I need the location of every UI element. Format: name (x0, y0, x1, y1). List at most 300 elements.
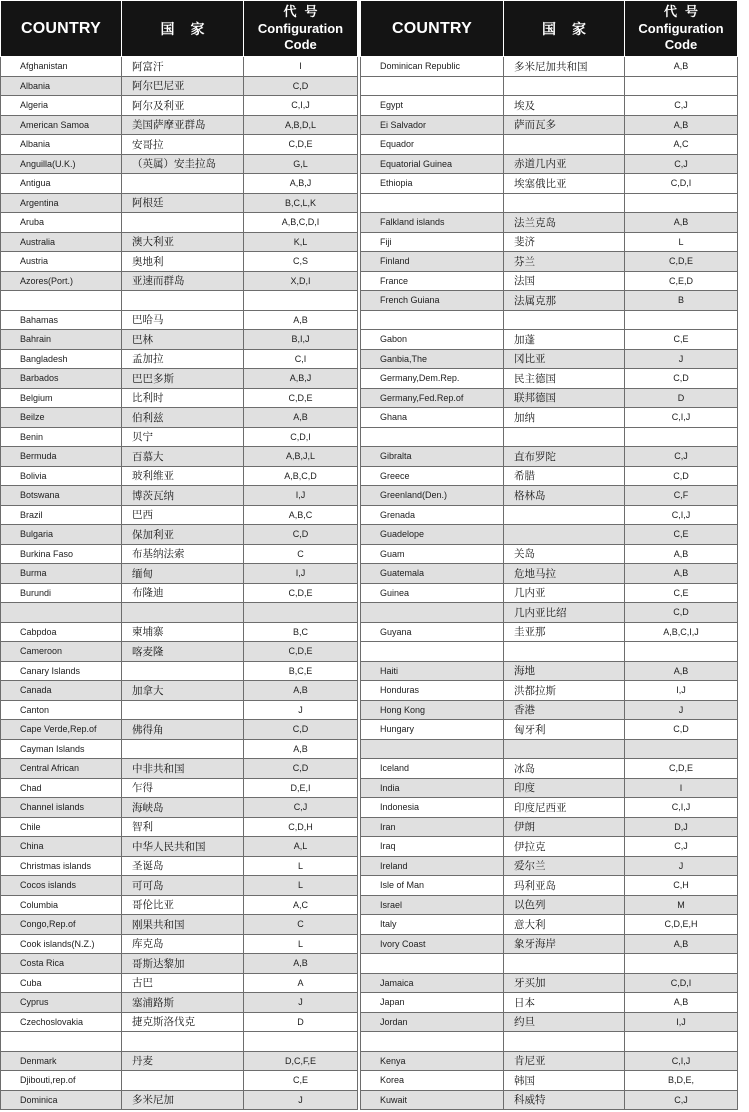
config-code-cell: C,I,J (625, 798, 738, 818)
config-code-cell (244, 603, 358, 623)
table-row (1, 681, 358, 701)
config-code-cell: B (625, 291, 738, 311)
table-row (1, 934, 358, 954)
config-code-cell: B,C (244, 622, 358, 642)
config-code-cell: B,I,J (244, 330, 358, 350)
config-code-cell (244, 291, 358, 311)
config-code-cell: I,J (625, 681, 738, 701)
country-name-cell: Czechoslovakia (1, 1012, 122, 1032)
country-name-cell: Benin (1, 427, 122, 447)
table-row (361, 135, 738, 155)
country-name-cell: Gabon (361, 330, 504, 350)
table-row (361, 369, 738, 389)
country-name-cell: Iraq (361, 837, 504, 857)
config-code-cell (625, 310, 738, 330)
chinese-name-cell: 阿尔及利亚 (122, 96, 244, 116)
config-code-cell: A,B (625, 213, 738, 233)
chinese-name-cell: 爱尔兰 (504, 856, 625, 876)
chinese-name-cell (122, 739, 244, 759)
country-name-cell: Hungary (361, 720, 504, 740)
config-code-cell: A,B (625, 544, 738, 564)
config-code-cell: A,B,C (244, 505, 358, 525)
table-row (1, 778, 358, 798)
table-row (361, 193, 738, 213)
chinese-name-cell: 牙买加 (504, 973, 625, 993)
chinese-name-cell: 阿尔巴尼亚 (122, 76, 244, 96)
country-name-cell: Cocos islands (1, 876, 122, 896)
config-code-cell: C,J (625, 1090, 738, 1110)
country-name-cell: Hong Kong (361, 700, 504, 720)
chinese-name-cell (504, 525, 625, 545)
country-name-cell: Germany,Fed.Rep.of (361, 388, 504, 408)
config-code-cell: C,E (625, 525, 738, 545)
chinese-name-cell (504, 193, 625, 213)
chinese-name-cell: 古巴 (122, 973, 244, 993)
country-name-cell: Ganbia,The (361, 349, 504, 369)
country-name-cell: Cuba (1, 973, 122, 993)
table-row (361, 388, 738, 408)
table-row (1, 915, 358, 935)
config-code-cell: A (244, 973, 358, 993)
config-code-cell: A,B,D,L (244, 115, 358, 135)
country-name-cell: Burma (1, 564, 122, 584)
table-row (1, 642, 358, 662)
country-name-cell: Beilze (1, 408, 122, 428)
chinese-name-cell: 意大利 (504, 915, 625, 935)
chinese-name-cell: 直布罗陀 (504, 447, 625, 467)
table-row (1, 700, 358, 720)
country-name-cell: Central African (1, 759, 122, 779)
chinese-name-cell: 几内亚比绍 (504, 603, 625, 623)
config-code-cell: A,B (244, 954, 358, 974)
table-row (1, 1032, 358, 1052)
chinese-name-cell (504, 76, 625, 96)
chinese-name-cell: 日本 (504, 993, 625, 1013)
table-row (361, 271, 738, 291)
country-name-cell (1, 603, 122, 623)
config-code-cell: A,B (244, 310, 358, 330)
chinese-name-cell (504, 505, 625, 525)
config-code-cell: C,F (625, 486, 738, 506)
config-code-cell: I,J (244, 564, 358, 584)
chinese-name-cell: 约旦 (504, 1012, 625, 1032)
config-code-cell: I (625, 778, 738, 798)
chinese-name-cell: （英属）安圭拉岛 (122, 154, 244, 174)
table-row (361, 876, 738, 896)
country-name-cell (1, 1032, 122, 1052)
country-name-cell: Greece (361, 466, 504, 486)
config-code-cell: D,C,F,E (244, 1051, 358, 1071)
table-row (1, 1090, 358, 1110)
country-name-cell: Azores(Port.) (1, 271, 122, 291)
table-row (361, 603, 738, 623)
country-name-cell: Fiji (361, 232, 504, 252)
config-code-cell: L (244, 876, 358, 896)
table-row (1, 1071, 358, 1091)
country-name-cell: Denmark (1, 1051, 122, 1071)
config-code-cell: I,J (244, 486, 358, 506)
country-name-cell: Aruba (1, 213, 122, 233)
chinese-name-cell: 阿富汗 (122, 57, 244, 77)
country-name-cell: India (361, 778, 504, 798)
chinese-name-cell: 百慕大 (122, 447, 244, 467)
chinese-name-cell: 美国萨摩亚群岛 (122, 115, 244, 135)
table-row (361, 115, 738, 135)
table-row (361, 1090, 738, 1110)
country-name-cell: Bermuda (1, 447, 122, 467)
chinese-name-cell: 香港 (504, 700, 625, 720)
table-row (361, 213, 738, 233)
chinese-name-cell: 埃及 (504, 96, 625, 116)
config-code-cell: C,I,J (625, 505, 738, 525)
country-name-cell: Cayman Islands (1, 739, 122, 759)
chinese-name-cell: 圣诞岛 (122, 856, 244, 876)
header-code-cn: 代号 (283, 4, 326, 20)
chinese-name-cell (122, 213, 244, 233)
table-row (361, 837, 738, 857)
table-row (1, 388, 358, 408)
table-row (361, 291, 738, 311)
country-name-cell (361, 739, 504, 759)
config-code-cell: C,J (625, 154, 738, 174)
country-name-cell: Bangladesh (1, 349, 122, 369)
country-name-cell: Belgium (1, 388, 122, 408)
chinese-name-cell: 安哥拉 (122, 135, 244, 155)
country-name-cell: Iceland (361, 759, 504, 779)
country-name-cell: Equador (361, 135, 504, 155)
config-code-cell: C,D,E (244, 135, 358, 155)
table-row (361, 330, 738, 350)
country-name-cell: Indonesia (361, 798, 504, 818)
config-code-cell: C (244, 915, 358, 935)
config-code-cell: C,D (625, 603, 738, 623)
config-code-cell: A,B (625, 564, 738, 584)
left-country-table (0, 0, 358, 1110)
config-code-cell: C,J (625, 96, 738, 116)
country-name-cell: Barbados (1, 369, 122, 389)
config-code-cell: C,D (625, 369, 738, 389)
table-row (361, 622, 738, 642)
config-code-cell: C,E,D (625, 271, 738, 291)
chinese-name-cell (504, 1032, 625, 1052)
chinese-name-cell: 赤道几内亚 (504, 154, 625, 174)
country-name-cell: Canada (1, 681, 122, 701)
header-chinese: 国家 (122, 1, 244, 57)
header-chinese: 国家 (504, 1, 625, 57)
chinese-name-cell (122, 1071, 244, 1091)
chinese-name-cell: 保加利亚 (122, 525, 244, 545)
chinese-name-cell: 海峡岛 (122, 798, 244, 818)
header-code-en1: Configuration (638, 20, 724, 36)
config-code-cell: A,B,J (244, 369, 358, 389)
config-code-cell: C,I (244, 349, 358, 369)
config-code-cell: C,D,H (244, 817, 358, 837)
country-name-cell: Ethiopia (361, 174, 504, 194)
header-code-en1: Configuration (257, 20, 344, 36)
table-row (1, 213, 358, 233)
chinese-name-cell: 关岛 (504, 544, 625, 564)
country-name-cell (361, 76, 504, 96)
chinese-name-cell: 危地马拉 (504, 564, 625, 584)
config-code-cell: C,I,J (244, 96, 358, 116)
config-code-cell (625, 642, 738, 662)
country-name-cell: Guyana (361, 622, 504, 642)
chinese-name-cell (504, 739, 625, 759)
country-name-cell: Kenya (361, 1051, 504, 1071)
chinese-name-cell: 联邦德国 (504, 388, 625, 408)
table-row (1, 817, 358, 837)
config-code-cell: C,J (625, 447, 738, 467)
table-row (361, 174, 738, 194)
config-code-cell: C,D,E (625, 252, 738, 272)
table-row (361, 1012, 738, 1032)
table-row (361, 661, 738, 681)
config-code-cell: G,L (244, 154, 358, 174)
chinese-name-cell: 法属克那 (504, 291, 625, 311)
table-row (361, 486, 738, 506)
country-name-cell: Bulgaria (1, 525, 122, 545)
chinese-name-cell: 塞浦路斯 (122, 993, 244, 1013)
table-row (1, 895, 358, 915)
config-code-cell: C,D (244, 76, 358, 96)
country-name-cell: Austria (1, 252, 122, 272)
country-name-cell: Honduras (361, 681, 504, 701)
config-code-cell: A,B,C,I,J (625, 622, 738, 642)
chinese-name-cell: 格林岛 (504, 486, 625, 506)
chinese-name-cell (504, 310, 625, 330)
chinese-name-cell: 比利时 (122, 388, 244, 408)
table-row (1, 96, 358, 116)
chinese-name-cell (122, 1032, 244, 1052)
country-name-cell: Algeria (1, 96, 122, 116)
country-name-cell (361, 642, 504, 662)
config-code-cell: L (625, 232, 738, 252)
config-code-cell: A,B (625, 661, 738, 681)
chinese-name-cell: 布基纳法索 (122, 544, 244, 564)
country-name-cell: Columbia (1, 895, 122, 915)
chinese-name-cell (504, 954, 625, 974)
chinese-name-cell: 阿根廷 (122, 193, 244, 213)
header-code (244, 1, 358, 57)
table-row (361, 447, 738, 467)
country-name-cell: Finland (361, 252, 504, 272)
table-row (361, 954, 738, 974)
chinese-name-cell: 法国 (504, 271, 625, 291)
chinese-name-cell: 圭亚那 (504, 622, 625, 642)
country-name-cell: China (1, 837, 122, 857)
config-code-cell (244, 1032, 358, 1052)
chinese-name-cell: 亚速而群岛 (122, 271, 244, 291)
config-code-cell: B,C,L,K (244, 193, 358, 213)
country-name-cell (361, 1032, 504, 1052)
config-code-cell: J (244, 700, 358, 720)
table-row (1, 291, 358, 311)
country-name-cell: Israel (361, 895, 504, 915)
table-row (1, 252, 358, 272)
config-code-cell: B,C,E (244, 661, 358, 681)
chinese-name-cell: 博茨瓦纳 (122, 486, 244, 506)
config-code-cell: C,D,E (244, 642, 358, 662)
country-name-cell: Albania (1, 76, 122, 96)
chinese-name-cell: 玻利维亚 (122, 466, 244, 486)
chinese-name-cell: 刚果共和国 (122, 915, 244, 935)
config-code-cell: B,D,E, (625, 1071, 738, 1091)
config-code-cell (625, 1032, 738, 1052)
country-name-cell (361, 427, 504, 447)
table-row (361, 993, 738, 1013)
config-code-cell: X,D,I (244, 271, 358, 291)
table-row (1, 759, 358, 779)
chinese-name-cell (122, 603, 244, 623)
country-name-cell: Cape Verde,Rep.of (1, 720, 122, 740)
config-code-cell (625, 739, 738, 759)
chinese-name-cell: 萨而瓦多 (504, 115, 625, 135)
country-name-cell: Bahrain (1, 330, 122, 350)
chinese-name-cell: 柬埔寨 (122, 622, 244, 642)
table-row (361, 720, 738, 740)
chinese-name-cell (504, 427, 625, 447)
table-row (1, 525, 358, 545)
chinese-name-cell (122, 174, 244, 194)
chinese-name-cell: 库克岛 (122, 934, 244, 954)
table-row (361, 1071, 738, 1091)
country-name-cell: Bahamas (1, 310, 122, 330)
table-row (361, 525, 738, 545)
chinese-name-cell (122, 291, 244, 311)
country-name-cell: Korea (361, 1071, 504, 1091)
table-row (361, 798, 738, 818)
chinese-name-cell: 丹麦 (122, 1051, 244, 1071)
table-row (1, 1012, 358, 1032)
chinese-name-cell: 智利 (122, 817, 244, 837)
chinese-name-cell: 象牙海岸 (504, 934, 625, 954)
country-name-cell: Ivory Coast (361, 934, 504, 954)
country-name-cell: Jamaica (361, 973, 504, 993)
right-table-body (361, 57, 738, 1110)
country-name-cell: Gibralta (361, 447, 504, 467)
chinese-name-cell: 科威特 (504, 1090, 625, 1110)
chinese-name-cell (122, 700, 244, 720)
config-code-cell: C,D (244, 759, 358, 779)
config-code-cell (625, 954, 738, 974)
chinese-name-cell: 印度 (504, 778, 625, 798)
table-row (1, 174, 358, 194)
country-name-cell: Botswana (1, 486, 122, 506)
country-name-cell: Equatorial Guinea (361, 154, 504, 174)
chinese-name-cell: 芬兰 (504, 252, 625, 272)
country-name-cell: Italy (361, 915, 504, 935)
config-code-cell: I (244, 57, 358, 77)
country-name-cell: Canton (1, 700, 122, 720)
chinese-name-cell: 中非共和国 (122, 759, 244, 779)
config-code-cell (625, 427, 738, 447)
table-row (1, 720, 358, 740)
table-row (1, 583, 358, 603)
chinese-name-cell: 多米尼加 (122, 1090, 244, 1110)
table-row (1, 993, 358, 1013)
config-code-cell: A,C (244, 895, 358, 915)
country-name-cell: Christmas islands (1, 856, 122, 876)
country-name-cell: Burkina Faso (1, 544, 122, 564)
chinese-name-cell: 巴巴多斯 (122, 369, 244, 389)
table-row (1, 271, 358, 291)
config-code-cell: A,C (625, 135, 738, 155)
table-row (361, 408, 738, 428)
config-code-cell: A,B (625, 993, 738, 1013)
config-code-cell: C,D (244, 720, 358, 740)
table-row (361, 642, 738, 662)
chinese-name-cell: 奥地利 (122, 252, 244, 272)
table-row (361, 466, 738, 486)
config-code-cell: C,D (625, 466, 738, 486)
table-row (1, 57, 358, 77)
chinese-name-cell: 冰岛 (504, 759, 625, 779)
country-name-cell: Cameroon (1, 642, 122, 662)
table-row (1, 135, 358, 155)
table-row (361, 759, 738, 779)
table-row (361, 739, 738, 759)
chinese-name-cell: 加拿大 (122, 681, 244, 701)
chinese-name-cell: 匈牙利 (504, 720, 625, 740)
country-name-cell: France (361, 271, 504, 291)
country-name-cell: Guam (361, 544, 504, 564)
chinese-name-cell: 几内亚 (504, 583, 625, 603)
config-code-cell: C,D,E (244, 388, 358, 408)
chinese-name-cell: 法兰克岛 (504, 213, 625, 233)
country-name-cell: Albania (1, 135, 122, 155)
left-table-body (1, 57, 358, 1110)
header-country: COUNTRY (361, 1, 504, 57)
country-name-cell: Cabpdoa (1, 622, 122, 642)
country-name-cell: Australia (1, 232, 122, 252)
chinese-name-cell: 洪都拉斯 (504, 681, 625, 701)
chinese-name-cell (122, 661, 244, 681)
config-code-cell: J (244, 1090, 358, 1110)
header-code-en2: Code (284, 36, 317, 52)
config-code-cell: C,E (625, 330, 738, 350)
chinese-name-cell: 以色列 (504, 895, 625, 915)
config-code-cell: C (244, 544, 358, 564)
country-name-cell: Guinea (361, 583, 504, 603)
chinese-name-cell: 加蓬 (504, 330, 625, 350)
config-code-cell: A,B (244, 681, 358, 701)
header-code-cn: 代号 (663, 4, 706, 20)
config-code-cell: C,J (244, 798, 358, 818)
chinese-name-cell: 多米尼加共和国 (504, 57, 625, 77)
config-code-cell: J (625, 700, 738, 720)
config-code-cell: C,D,I (625, 973, 738, 993)
table-row (1, 427, 358, 447)
table-row (361, 76, 738, 96)
config-code-cell: D (625, 388, 738, 408)
country-name-cell: Jordan (361, 1012, 504, 1032)
country-name-cell: Costa Rica (1, 954, 122, 974)
country-name-cell: Dominican Republic (361, 57, 504, 77)
config-code-cell: C,I,J (625, 1051, 738, 1071)
table-row (361, 915, 738, 935)
country-name-cell: Anguilla(U.K.) (1, 154, 122, 174)
table-row (361, 96, 738, 116)
table-row (1, 447, 358, 467)
chinese-name-cell (504, 642, 625, 662)
table-row (361, 310, 738, 330)
header-code-en2: Code (664, 36, 698, 52)
chinese-name-cell: 民主德国 (504, 369, 625, 389)
chinese-name-cell: 中华人民共和国 (122, 837, 244, 857)
table-row (361, 681, 738, 701)
chinese-name-cell: 埃塞俄比亚 (504, 174, 625, 194)
table-row (361, 154, 738, 174)
